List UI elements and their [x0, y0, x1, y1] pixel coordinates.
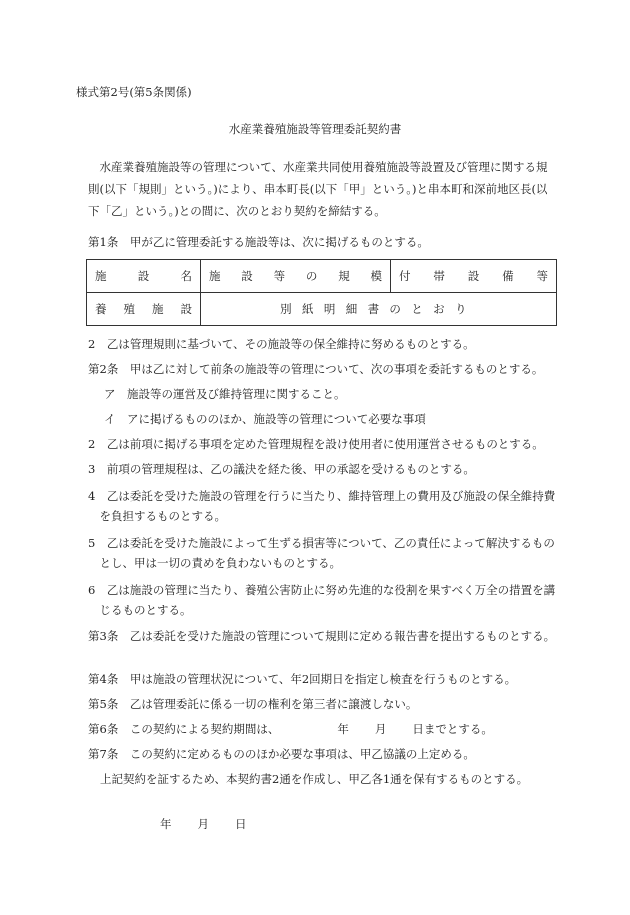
date-day: 日 — [235, 817, 247, 831]
cell-facility-text: 養 殖 施 設 — [95, 301, 192, 316]
article-2-item-a: ア 施設等の運営及び維持管理に関すること。 — [104, 387, 346, 401]
header-facility-name-text: 施 設 名 — [95, 268, 192, 283]
intro-paragraph — [88, 156, 556, 222]
table-header-row — [87, 260, 557, 293]
header-facility-scale — [201, 260, 391, 293]
article-2-para-2: 2 乙は前項に掲げる事項を定めた管理規程を設け使用者に使用運営させるものとする。 — [88, 437, 544, 451]
article-4: 第4条 甲は施設の管理状況について、年2回期日を指定し検査を行うものとする。 — [88, 672, 517, 686]
article-3-text: 第3条 乙は委託を受けた施設の管理について規則に定める報告書を提出するものとする。 — [88, 629, 556, 643]
article-2-para-4-text: 4 乙は委託を受けた施設の管理を行うに当たり、維持管理上の費用及び施設の保全維持費を負担するものとする。 — [88, 489, 556, 523]
article-2-para-5-text: 5 乙は委託を受けた施設によって生ずる損害等について、乙の責任によって解決するものとし、甲は一切の責めを負わないものとする。 — [88, 536, 555, 570]
header-facility-name — [87, 260, 201, 293]
header-equipment — [391, 260, 557, 293]
header-facility-scale-text: 施 設 等 の 規 模 — [209, 268, 382, 283]
article-2-item-i: イ アに掲げるもののほか、施設等の管理について必要な事項 — [104, 412, 426, 426]
article-6-day-text: 日までとする。 — [412, 722, 493, 736]
closing-statement: 上記契約を証するため、本契約書2通を作成し、甲乙各1通を保有するものとする。 — [100, 772, 529, 786]
article-2: 第2条 甲は乙に対して前条の施設等の管理について、次の事項を委託するものとする。 — [88, 362, 544, 376]
form-number: 様式第2号(第5条関係) — [76, 85, 192, 99]
intro-text: 水産業養殖施設等の管理について、水産業共同使用養殖施設等設置及び管理に関する規則(以下「規則」という。)により、串本町長(以下「甲」という。)と串本町和深前地区長(以下「乙」という。)との間に、次のとおり契約を締結する。 — [88, 160, 548, 218]
date-year: 年 — [160, 817, 172, 831]
article-7: 第7条 この契約に定めるもののほか必要な事項は、甲乙協議の上定める。 — [88, 747, 475, 761]
facilities-table — [86, 259, 557, 326]
cell-details — [201, 293, 557, 326]
article-2-para-5 — [88, 533, 556, 573]
article-1-para-2: 2 乙は管理規則に基づいて、その施設等の保全維持に努めるものとする。 — [88, 337, 475, 351]
header-equipment-text: 付 帯 設 備 等 — [399, 268, 548, 283]
article-6-text: 第6条 この契約による契約期間は、 — [88, 722, 280, 736]
article-6-year: 年 — [337, 722, 349, 736]
article-2-para-3: 3 前項の管理規程は、乙の議決を経た後、甲の承認を受けるものとする。 — [88, 462, 475, 476]
date-month: 月 — [197, 817, 209, 831]
article-2-para-4 — [88, 486, 556, 526]
cell-details-text: 別紙明細書のとおり — [280, 301, 477, 316]
article-1: 第1条 甲が乙に管理委託する施設等は、次に掲げるものとする。 — [88, 235, 429, 249]
article-5: 第5条 乙は管理委託に係る一切の権利を第三者に譲渡しない。 — [88, 697, 418, 711]
article-3 — [88, 626, 556, 646]
table-row — [87, 293, 557, 326]
article-6 — [88, 721, 493, 738]
article-2-para-6-text: 6 乙は施設の管理に当たり、養殖公害防止に努め先進的な役割を果すべく万全の措置を講じるものとする。 — [88, 583, 556, 617]
cell-facility — [87, 293, 201, 326]
article-6-month: 月 — [374, 722, 387, 736]
signature-date — [160, 816, 247, 833]
document-title: 水産業養殖施設等管理委託契約書 — [228, 122, 402, 136]
article-2-para-6 — [88, 580, 556, 620]
